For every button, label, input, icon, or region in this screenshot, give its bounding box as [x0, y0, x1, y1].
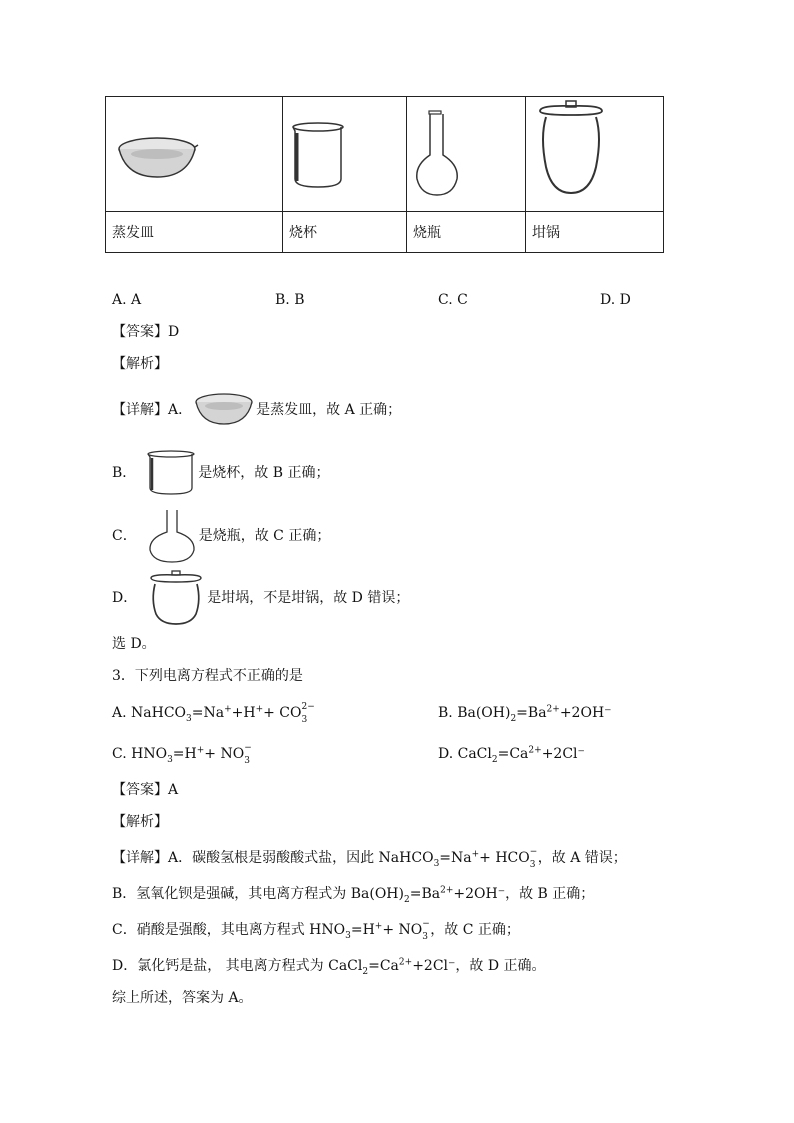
- sup-plus: +: [374, 921, 383, 932]
- q3-opt-a-4: + CO: [263, 705, 302, 721]
- q3-detail-d-1: D．氯化钙是盐， 其电离方程式为 CaCl: [112, 958, 363, 974]
- q3-opt-c-2: =H: [172, 746, 197, 762]
- q3-opt-d-3: +2Cl⁻: [541, 746, 585, 762]
- label-evaporating-dish: 蒸发皿: [106, 212, 283, 253]
- sub-3: 3: [433, 858, 440, 869]
- q3-detail-c-1: C．硝酸是强酸，其电离方程式 HNO: [112, 922, 346, 938]
- q2-detail-d-text: 是坩埚，不是坩锅，故 D 错误；: [207, 590, 410, 606]
- q3-opt-d-1: D. CaCl: [438, 746, 492, 762]
- sup-plus: +: [196, 745, 205, 756]
- sup-plus: +: [224, 704, 232, 715]
- evaporating-dish-icon: [106, 97, 282, 211]
- sup-plus: +: [471, 849, 480, 860]
- q2-detail-a: [112, 388, 401, 432]
- q3-opt-a-2: =Na: [191, 705, 225, 721]
- carbonate-charge: 2− 3: [301, 702, 315, 725]
- cell-evaporating-dish-image: [106, 97, 283, 212]
- q2-conclusion: 选 D。: [112, 636, 156, 652]
- label-flask: 烧瓶: [407, 212, 526, 253]
- sup-2plus: 2+: [528, 745, 542, 756]
- q2-option-b: B. B: [275, 292, 305, 308]
- q3-detail-d-2: =Ca: [368, 958, 399, 974]
- nitrate-charge: − 3: [244, 743, 252, 766]
- q3-detail-b: [112, 884, 594, 904]
- q2-option-a: A. A: [112, 292, 142, 308]
- bicarbonate-charge: − 3: [529, 847, 538, 870]
- sub-3: 3: [186, 713, 192, 724]
- cell-crucible-image: [526, 97, 664, 212]
- q2-analysis-heading: 【解析】: [112, 356, 168, 372]
- q3-answer: 【答案】A: [112, 782, 179, 798]
- q2-detail-d: [112, 570, 409, 626]
- sub-2: 2: [362, 966, 369, 977]
- q3-detail-a-2: =Na: [439, 850, 472, 866]
- round-flask-small-icon: [147, 508, 199, 564]
- apparatus-table: [105, 96, 664, 253]
- q3-opt-d-2: =Ca: [497, 746, 529, 762]
- round-flask-icon: [407, 97, 525, 211]
- q3-opt-a-1: A. NaHCO: [112, 705, 187, 721]
- q3-opt-a-3: +H: [231, 705, 256, 721]
- q2-option-d: D. D: [600, 292, 631, 308]
- sub-2: 2: [510, 713, 517, 724]
- label-crucible: 坩锅: [526, 212, 664, 253]
- q3-detail-b-3: +2OH⁻，故 B 正确；: [453, 886, 595, 902]
- cell-flask-image: [407, 97, 526, 212]
- sup-plus: +: [255, 704, 264, 715]
- sub-3: 3: [345, 930, 351, 941]
- q2-option-c: C. C: [438, 292, 468, 308]
- q3-stem: 3．下列电离方程式不正确的是: [112, 668, 303, 684]
- sup-2plus: 2+: [398, 957, 413, 968]
- q3-opt-b-1: B. Ba(OH): [438, 705, 511, 721]
- q2-detail-a-prefix: 【详解】A．: [112, 402, 193, 418]
- q3-option-b: [438, 703, 612, 723]
- crucible-icon: [526, 97, 663, 211]
- q3-summary: 综上所述，答案为 A。: [112, 990, 253, 1006]
- sub-2: 2: [403, 894, 410, 905]
- q2-detail-b-prefix: B．: [112, 465, 137, 481]
- cell-beaker-image: [283, 97, 407, 212]
- sub-3: 3: [167, 754, 173, 765]
- q2-detail-d-prefix: D．: [112, 590, 138, 606]
- q3-detail-d-3: +2Cl⁻，故 D 正确。: [412, 958, 546, 974]
- sup-2plus: 2+: [546, 704, 560, 715]
- q3-detail-a-1: 【详解】A．碳酸氢根是弱酸酸式盐，因此 NaHCO: [112, 850, 434, 866]
- sub-2: 2: [491, 754, 498, 765]
- q3-detail-c-2: =H: [350, 922, 375, 938]
- label-beaker: 烧杯: [283, 212, 407, 253]
- q2-detail-b-text: 是烧杯，故 B 正确；: [198, 465, 330, 481]
- beaker-icon: [283, 97, 406, 211]
- q3-opt-c-1: C. HNO: [112, 746, 168, 762]
- crucible-small-icon: [147, 570, 207, 626]
- evaporating-dish-small-icon: [192, 388, 256, 432]
- q3-option-d: [438, 744, 585, 764]
- q3-detail-c: [112, 920, 520, 940]
- sup-2plus: 2+: [440, 885, 454, 896]
- q3-detail-d: [112, 956, 546, 976]
- q3-detail-a-3: + HCO: [479, 850, 530, 866]
- q3-detail-a: [112, 848, 627, 868]
- beaker-small-icon: [146, 448, 198, 498]
- q2-detail-a-text: 是蒸发皿，故 A 正确；: [256, 402, 402, 418]
- q3-opt-b-3: +2OH⁻: [559, 705, 612, 721]
- nitrate-charge: − 3: [422, 919, 430, 942]
- q3-option-a: [112, 702, 315, 725]
- q2-answer: 【答案】D: [112, 324, 180, 340]
- q2-detail-c: [112, 508, 330, 564]
- q2-detail-c-text: 是烧瓶，故 C 正确；: [198, 528, 331, 544]
- q3-option-c: [112, 744, 252, 764]
- q3-detail-c-3: + NO: [382, 922, 423, 938]
- q3-analysis-heading: 【解析】: [112, 814, 168, 830]
- q3-detail-a-4: ，故 A 错误；: [537, 850, 627, 866]
- q3-opt-b-2: =Ba: [516, 705, 547, 721]
- q3-opt-c-3: + NO: [204, 746, 245, 762]
- q2-detail-b: [112, 448, 330, 498]
- q3-detail-b-1: B．氢氧化钡是强碱，其电离方程式为 Ba(OH): [112, 886, 404, 902]
- q3-detail-c-4: ，故 C 正确；: [430, 922, 520, 938]
- q3-detail-b-2: =Ba: [409, 886, 441, 902]
- q2-detail-c-prefix: C．: [112, 528, 137, 544]
